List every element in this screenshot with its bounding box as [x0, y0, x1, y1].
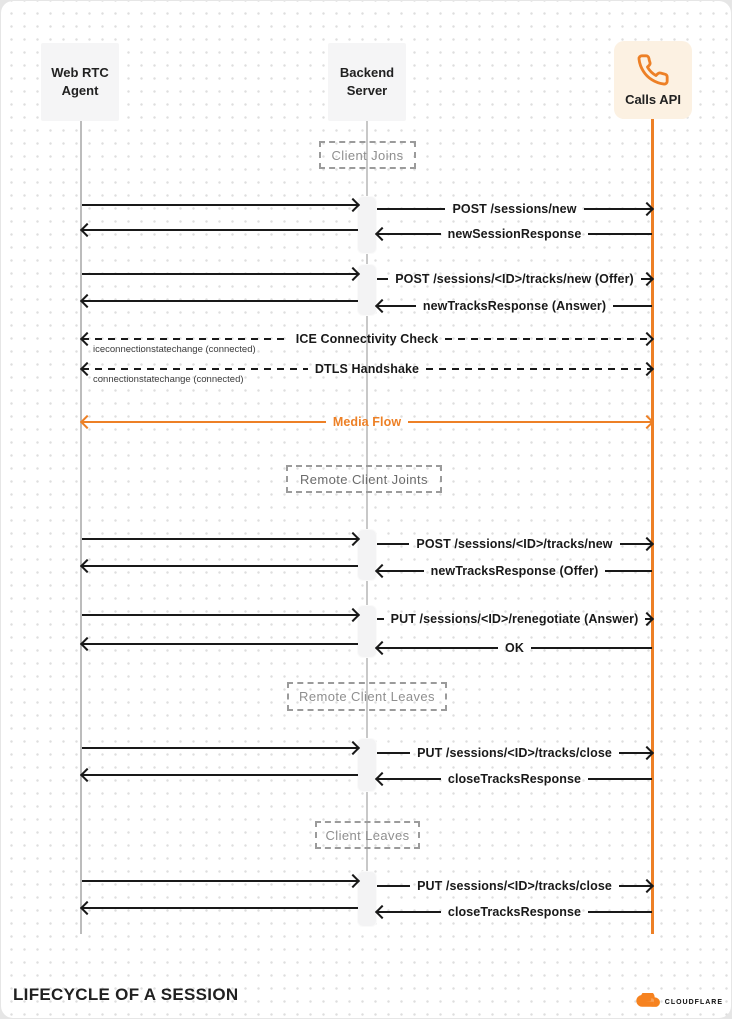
actor-backend-server	[328, 43, 406, 121]
cloudflare-cloud-icon	[635, 993, 662, 1012]
arrow-agent-to-backend	[82, 266, 358, 282]
arrowhead-right-icon	[346, 198, 360, 212]
arrowhead-left-icon	[80, 559, 94, 573]
arrowhead-right-icon	[640, 415, 654, 429]
message-new-tracks-response-answer	[377, 298, 652, 314]
arrowhead-right-icon	[640, 537, 654, 551]
message-close-tracks-response	[377, 771, 652, 787]
message-media-flow	[82, 414, 652, 430]
arrowhead-left-icon	[80, 294, 94, 308]
page-title: LIFECYCLE OF A SESSION	[13, 985, 239, 1004]
actor-label: Backend	[339, 65, 395, 81]
arrowhead-right-icon	[346, 267, 360, 281]
arrow-backend-to-agent	[82, 558, 358, 574]
actor-label: Calls API	[625, 92, 681, 108]
phase-label: Client Leaves	[325, 827, 410, 843]
arrow-backend-to-agent	[82, 222, 358, 238]
message-post-tracks-new-offer	[377, 271, 652, 287]
message-label: closeTracksResponse	[447, 905, 582, 919]
arrowhead-right-icon	[640, 272, 654, 286]
arrow-agent-to-backend	[82, 607, 358, 623]
arrowhead-left-icon	[375, 641, 389, 655]
actor-calls-api	[614, 41, 692, 119]
event-ice-state: iceconnectionstatechange (connected)	[93, 344, 256, 355]
activation-bar	[358, 530, 376, 580]
arrowhead-left-icon	[80, 362, 94, 376]
phone-icon	[636, 53, 670, 92]
message-post-sessions-new	[377, 201, 652, 217]
actor-webrtc-agent	[41, 43, 119, 121]
phase-label: Client Joins	[331, 147, 404, 163]
lifeline-webrtc-agent	[80, 121, 82, 934]
message-new-session-response	[377, 226, 652, 242]
message-put-renegotiate-answer	[377, 611, 652, 627]
message-label: PUT /sessions/<ID>/tracks/close	[417, 746, 612, 760]
arrowhead-left-icon	[375, 772, 389, 786]
message-new-tracks-response-offer	[377, 563, 652, 579]
message-label: POST /sessions/<ID>/tracks/new	[416, 537, 613, 551]
cloudflare-wordmark: CLOUDFLARE	[664, 999, 723, 1006]
actor-label: Server	[346, 83, 388, 98]
arrowhead-right-icon	[640, 362, 654, 376]
arrowhead-left-icon	[80, 223, 94, 237]
phase-remote-client-leaves	[287, 682, 447, 711]
arrow-backend-to-agent	[82, 767, 358, 783]
arrowhead-left-icon	[375, 299, 389, 313]
message-label: POST /sessions/new	[452, 202, 577, 216]
message-label: DTLS Handshake	[314, 362, 420, 376]
arrowhead-left-icon	[80, 332, 94, 346]
message-post-tracks-new	[377, 536, 652, 552]
arrow-backend-to-agent	[82, 293, 358, 309]
arrowhead-left-icon	[80, 415, 94, 429]
arrowhead-right-icon	[346, 608, 360, 622]
message-close-tracks-response	[377, 904, 652, 920]
arrowhead-right-icon	[346, 874, 360, 888]
arrowhead-left-icon	[375, 564, 389, 578]
message-label: PUT /sessions/<ID>/renegotiate (Answer)	[390, 612, 639, 626]
phase-remote-client-joins	[286, 465, 442, 493]
event-conn-state: connectionstatechange (connected)	[93, 374, 244, 385]
activation-bar	[358, 197, 376, 253]
arrow-agent-to-backend	[82, 197, 358, 213]
diagram-card	[1, 1, 731, 1018]
activation-bar	[358, 872, 376, 926]
activation-bar	[358, 265, 376, 315]
arrow-backend-to-agent	[82, 900, 358, 916]
arrow-backend-to-agent	[82, 636, 358, 652]
phase-client-joins	[319, 141, 416, 169]
arrowhead-left-icon	[80, 901, 94, 915]
phase-label: Remote Client Leaves	[299, 689, 435, 704]
arrowhead-right-icon	[640, 879, 654, 893]
arrowhead-right-icon	[346, 741, 360, 755]
message-label: closeTracksResponse	[447, 772, 582, 786]
phase-label: Remote Client Joints	[300, 471, 428, 487]
message-label: newTracksResponse (Answer)	[422, 299, 607, 313]
actor-label: Agent	[61, 83, 99, 98]
actor-label: Web RTC	[51, 65, 109, 81]
arrow-agent-to-backend	[82, 740, 358, 756]
message-label: ICE Connectivity Check	[295, 332, 439, 346]
message-label: Media Flow	[332, 415, 402, 429]
arrowhead-left-icon	[375, 227, 389, 241]
arrowhead-right-icon	[640, 202, 654, 216]
activation-bar	[358, 606, 376, 657]
arrow-agent-to-backend	[82, 873, 358, 889]
message-label: PUT /sessions/<ID>/tracks/close	[417, 879, 612, 893]
arrow-agent-to-backend	[82, 531, 358, 547]
message-put-tracks-close	[377, 745, 652, 761]
cloudflare-logo	[635, 993, 723, 1012]
activation-bar	[358, 739, 376, 791]
phase-client-leaves	[315, 821, 420, 849]
message-put-tracks-close	[377, 878, 652, 894]
arrowhead-left-icon	[80, 637, 94, 651]
arrowhead-left-icon	[80, 768, 94, 782]
message-label: OK	[505, 641, 524, 655]
message-label: newSessionResponse	[447, 227, 582, 241]
message-label: POST /sessions/<ID>/tracks/new (Offer)	[395, 272, 634, 286]
arrowhead-right-icon	[640, 332, 654, 346]
arrowhead-right-icon	[346, 532, 360, 546]
arrowhead-right-icon	[640, 746, 654, 760]
arrowhead-left-icon	[375, 905, 389, 919]
message-ok	[377, 640, 652, 656]
message-label: newTracksResponse (Offer)	[430, 564, 599, 578]
